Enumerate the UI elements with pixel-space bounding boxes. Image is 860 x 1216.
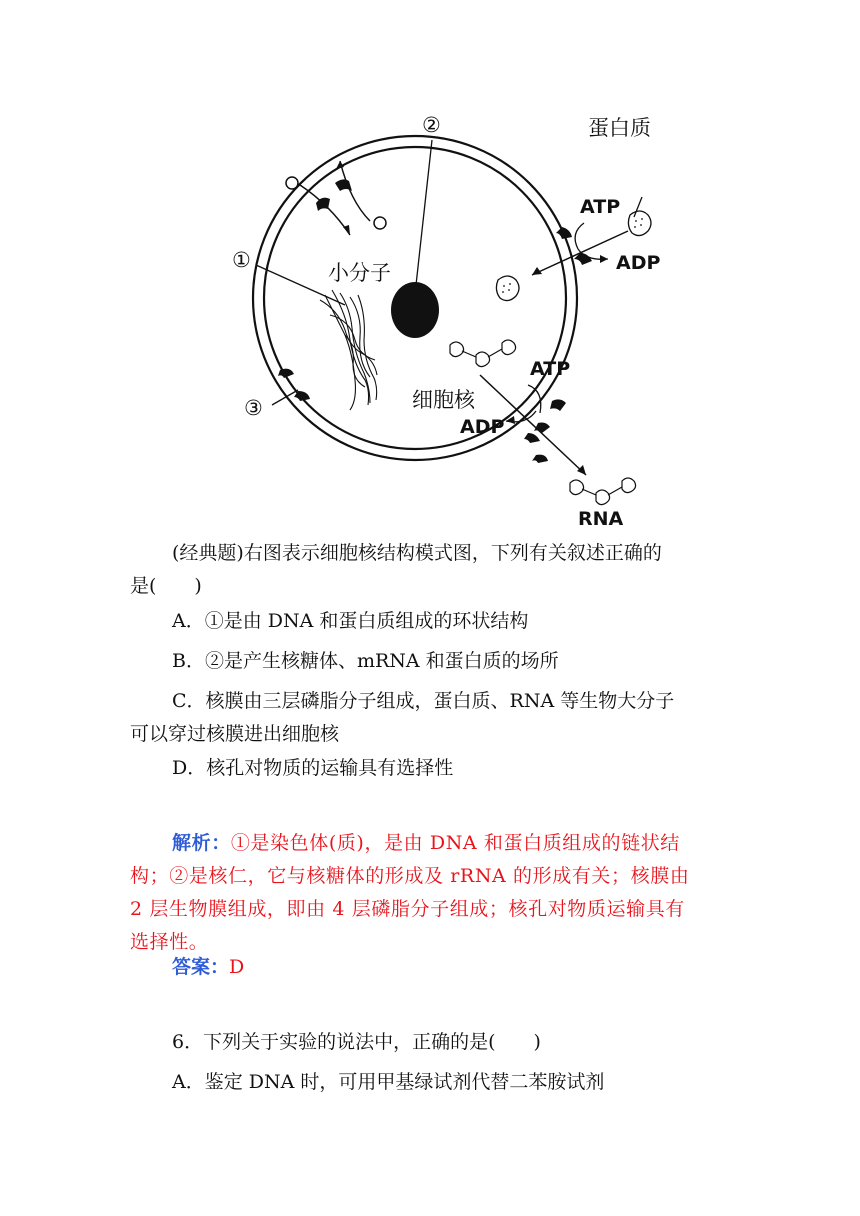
question-5-option-c-line-2: 可以穿过核膜进出细胞核: [130, 723, 340, 745]
nucleolus: [391, 282, 439, 338]
nuclear-pore-bottom-left: [278, 369, 310, 401]
label-nucleus: 细胞核: [412, 388, 475, 412]
protein-inside: [496, 276, 519, 301]
label-atp-top: ATP: [580, 196, 621, 218]
pointer-line-3: [272, 390, 298, 405]
nuclear-pore-right: [534, 399, 566, 433]
protein-import-arrow: [532, 231, 628, 275]
adp-arrowhead-top: [600, 255, 608, 263]
chromatin: [320, 290, 377, 410]
label-adp-bottom: ADP: [460, 416, 505, 438]
label-protein: 蛋白质: [588, 116, 651, 140]
analysis-line-2: 构；②是核仁，它与核糖体的形成及 rRNA 的形成有关；核膜由: [130, 865, 690, 887]
analysis-line-4: 选择性。: [130, 931, 209, 953]
question-6-option-a: A．鉴定 DNA 时，可用甲基绿试剂代替二苯胺试剂: [172, 1071, 605, 1093]
label-rna: RNA: [578, 508, 624, 530]
label-3: ③: [244, 396, 263, 420]
question-5-option-d: D．核孔对物质的运输具有选择性: [172, 757, 454, 779]
question-5-stem: [130, 537, 730, 603]
question-5-stem-line-2: 是( ): [130, 575, 202, 597]
atp-adp-curve-top: [575, 223, 584, 249]
nucleus-diagram-svg: [180, 105, 690, 535]
nuclear-pore-bottom: [524, 433, 548, 463]
protein-outside: [628, 211, 651, 236]
question-5-option-c-line-1: C．核膜由三层磷脂分子组成，蛋白质、RNA 等生物大分子: [172, 690, 675, 712]
analysis-block: [130, 827, 730, 959]
rna-inside: [450, 340, 516, 367]
small-molecule-arrow-out: [340, 161, 370, 221]
small-molecule-outside-circle: [286, 177, 298, 189]
analysis-label: 解析：: [172, 832, 231, 854]
answer-line: [172, 951, 244, 984]
answer-label: 答案：: [172, 956, 230, 978]
question-5-stem-line-1: (经典题)右图表示细胞核结构模式图，下列有关叙述正确的: [172, 542, 662, 564]
question-6-stem: 6．下列关于实验的说法中，正确的是( ): [172, 1031, 541, 1053]
answer-value: D: [229, 956, 245, 978]
analysis-line-3: 2 层生物膜组成，即由 4 层磷脂分子组成；核孔对物质运输具有: [130, 898, 685, 920]
rna-arrowhead: [577, 465, 586, 475]
question-5-option-c: [130, 685, 730, 751]
label-atp-bottom: ATP: [530, 358, 571, 380]
label-2: ②: [422, 113, 441, 137]
label-1: ①: [232, 248, 251, 272]
label-adp-top: ADP: [616, 252, 661, 274]
rna-outside: [570, 478, 636, 505]
label-small-molecule: 小分子: [328, 261, 391, 285]
small-molecule-inside-circle: [374, 217, 386, 229]
nucleus-diagram: [180, 105, 690, 535]
analysis-line-1: ①是染色体(质)，是由 DNA 和蛋白质组成的链状结: [230, 832, 680, 854]
question-5-option-a: A．①是由 DNA 和蛋白质组成的环状结构: [172, 610, 529, 632]
pointer-line-2: [416, 140, 432, 285]
question-5-option-b: B．②是产生核糖体、mRNA 和蛋白质的场所: [172, 650, 559, 672]
